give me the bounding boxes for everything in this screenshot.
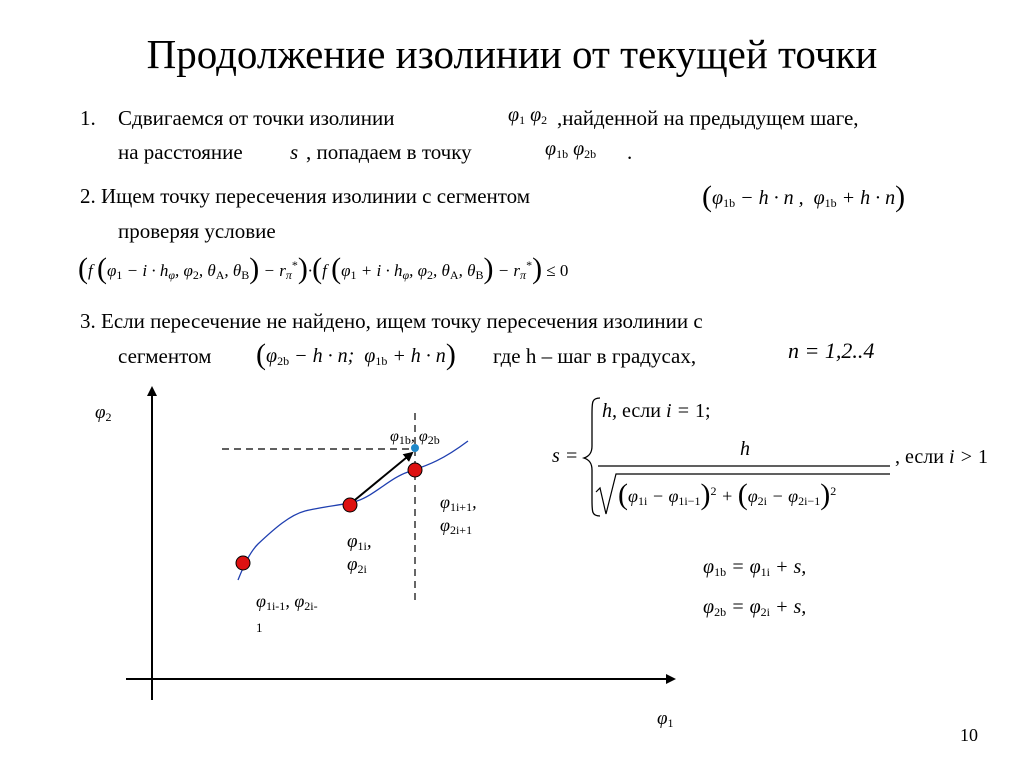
item-2-segment-formula: ($\varphi_{1b} - h \cdot n$ , $\varphi_{1b} + h \cdot n$)	[702, 180, 906, 213]
s-case-2-numerator: h	[740, 438, 750, 460]
target-point-label: $\varphi_{1b}$, $\varphi_{2b}$	[390, 428, 440, 447]
point-i-plus-1-label: $\varphi_{1i+1}$, $\varphi_{2i+1}$	[440, 492, 477, 537]
item-1-text-a: Сдвигаемся от точки изолинии	[118, 106, 395, 130]
item-2-text: 2. Ищем точку пересечения изолинии с сегментом	[80, 184, 531, 208]
item-1-s: s	[290, 140, 299, 164]
item-2-inequality: (f ($\varphi_1 - i \cdot h\varphi$, $\varphi_2$, $\theta_A$, $\theta_B) - r\pi^*)\cdot(f$ ($\varphi_1 + i \cdot h\varphi$, $\varphi_2$, $\theta_A$, $\theta_B) - r\pi^*) \le 0$	[78, 252, 569, 285]
point-i-label: $\varphi_{1i}$, $\varphi_{2i}$	[347, 531, 372, 576]
item-3-n-formula: n = 1,2..4	[788, 338, 875, 363]
item-1-dot: .	[627, 140, 633, 164]
phi-1b-formula: $\varphi_{1b} = \varphi_{1i} + s$,	[703, 556, 807, 579]
item-2-condition-label: проверяя условие	[118, 219, 276, 243]
item-1-text-c: на расстояние	[118, 140, 243, 164]
item-1-formula-phi12: $\varphi_1$ $\varphi_2$	[508, 104, 548, 127]
s-case-2-condition: , если i > 1	[895, 446, 988, 468]
item-1-formula-phib: $\varphi_{1b}$ $\varphi_{2b}$	[545, 138, 597, 161]
x-axis-label: $\varphi_1$	[657, 708, 674, 730]
s-case-2-denominator: $(\varphi_{1i} - \varphi_{1i-1})^2 + (\varphi_{2i} - \varphi_{2i-1})^2$	[618, 478, 837, 511]
item-3-segment-formula: ($\varphi_{2b} - h \cdot n$; $\varphi_{1b} + h \cdot n$)	[256, 338, 456, 371]
item-1-number: 1.	[80, 106, 96, 130]
s-equals: s =	[552, 445, 579, 467]
page-number: 10	[960, 725, 978, 745]
phi-2b-formula: $\varphi_{2b} = \varphi_{2i} + s$,	[703, 596, 807, 619]
inequality-rhs: ≤ 0	[546, 261, 569, 280]
y-axis-label: $\varphi_2$	[95, 402, 112, 424]
item-3-text-b: сегментом	[118, 344, 212, 368]
point-i-minus-1-label: $\varphi_{1i-1}$, $\varphi_{2i-}$	[256, 591, 318, 613]
item-3-text-c: где h – шаг в градусах,	[493, 344, 697, 368]
page-title: Продолжение изолинии от текущей точки	[146, 31, 878, 77]
item-1-text-d: , попадаем в точку	[306, 140, 472, 164]
s-case-1: h, если i = 1;	[602, 400, 711, 422]
point-i-minus-1-label-tail: 1	[256, 620, 263, 635]
item-3-text: 3. Если пересечение не найдено, ищем точку пересечения изолинии с	[80, 309, 703, 333]
item-1-text-b: ,найденной на предыдущем шаге,	[557, 106, 859, 130]
